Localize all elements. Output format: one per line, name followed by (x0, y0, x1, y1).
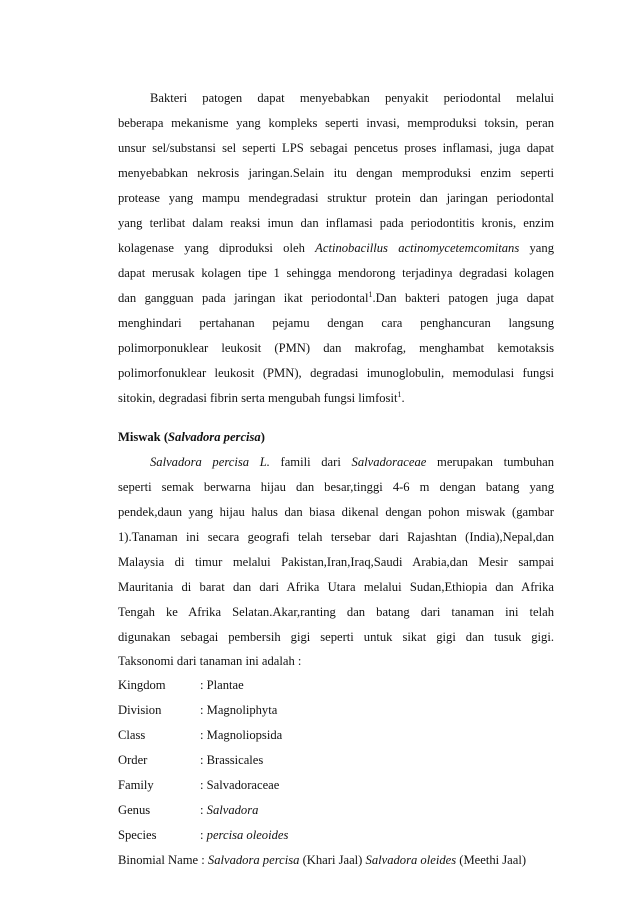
family-name: Salvadoraceae (351, 455, 427, 469)
line-9-text: dan gangguan pada jaringan ikat periodontal (118, 291, 369, 305)
line-13-end: . (401, 391, 405, 405)
heading-close: ) (260, 430, 265, 444)
paragraph-2-line-7: Tengah ke Afrika Selatan.Akar,ranting dan batang dari tanaman ini telah (118, 605, 554, 619)
citation-2: 1 (397, 389, 402, 399)
binomial-name (118, 852, 554, 868)
taxonomy-value: : Magnoliphyta (200, 703, 278, 717)
paragraph-1-line-11: polimorponuklear leukosit (PMN) dan makrofag, menghambat kemotaksis (118, 341, 554, 355)
paragraph-2-line-6: Mauritania di barat dan dari Afrika Utara melalui Sudan,Ethiopia dan Afrika (118, 580, 554, 594)
binomial-common-1: (Khari Jaal) (299, 853, 366, 867)
paragraph-1-line-10: menghindari pertahanan pejamu dengan cara penghancuran langsung (118, 316, 554, 330)
species-epithet: percisa oleoides (206, 828, 289, 842)
taxonomy-colon: : (200, 828, 207, 842)
taxonomy-value: : Brassicales (200, 753, 264, 767)
paragraph-2-line-4: 1).Tanaman ini secara geografi telah tersebar dari Rajashtan (India),Nepal,dan (118, 530, 554, 544)
paragraph-2-line-3: pendek,daun yang hijau halus dan biasa dikenal dengan pohon miswak (gambar (118, 505, 554, 519)
binomial-label: Binomial Name : (118, 853, 208, 867)
line-7-text: kolagenase yang diproduksi oleh (118, 241, 316, 255)
line-9-end: .Dan bakteri patogen juga dapat (372, 291, 554, 305)
taxonomy-value (200, 827, 288, 843)
line-end: merupakan tumbuhan (426, 455, 554, 469)
line-7-end: yang (519, 241, 554, 255)
binomial-species-2: Salvadora oleides (365, 853, 457, 867)
taxonomy-label: Division (118, 703, 162, 717)
paragraph-1-line-5: protease yang mampu mendegradasi struktur protein dan jaringan periodontal (118, 191, 554, 205)
section-heading (118, 429, 554, 445)
taxonomy-label: Class (118, 728, 146, 742)
heading-species: Salvadora percisa (168, 430, 261, 444)
taxonomy-colon: : (200, 803, 207, 817)
binomial-species-1: Salvadora percisa (207, 853, 300, 867)
paragraph-2-line-8: digunakan sebagai pembersih gigi seperti untuk sikat gigi dan tusuk gigi. (118, 630, 554, 644)
taxonomy-value (200, 802, 258, 818)
taxonomy-label: Kingdom (118, 678, 166, 692)
paragraph-1-line-4: menyebabkan nekrosis jaringan.Selain itu dengan memproduksi enzim seperti (118, 166, 554, 180)
species-name: Salvadora percisa L. (150, 455, 270, 469)
taxonomy-value: : Salvadoraceae (200, 778, 280, 792)
bacteria-name: Actinobacillus actinomycetemcomitans (315, 241, 520, 255)
citation-1: 1 (368, 289, 373, 299)
paragraph-1-line-6: yang terlibat dalam reaksi imun dan inflamasi pada periodontitis kronis, enzim (118, 216, 554, 230)
paragraph-1-line-9 (118, 290, 554, 306)
heading-text: Miswak ( (118, 430, 169, 444)
line-text: famili dari (269, 455, 352, 469)
paragraph-1-line-1: Bakteri patogen dapat menyebabkan penyakit periodontal melalui (150, 91, 554, 105)
taxonomy-label: Order (118, 753, 148, 767)
binomial-common-2: (Meethi Jaal) (456, 853, 527, 867)
genus-name: Salvadora (206, 803, 259, 817)
paragraph-1-line-12: polimorfonuklear leukosit (PMN), degradasi imunoglobulin, memodulasi fungsi (118, 366, 554, 380)
taxonomy-value: : Magnoliopsida (200, 728, 283, 742)
paragraph-1-line-8: dapat merusak kolagen tipe 1 sehingga mendorong terjadinya degradasi kolagen (118, 266, 554, 280)
paragraph-2-line-5: Malaysia di timur melalui Pakistan,Iran,Iraq,Saudi Arabia,dan Mesir sampai (118, 555, 554, 569)
taxonomy-label: Family (118, 778, 154, 792)
paragraph-1-line-7 (118, 240, 554, 256)
line-13-text: sitokin, degradasi fibrin serta mengubah fungsi limfosit (118, 391, 398, 405)
taxonomy-label: Genus (118, 803, 151, 817)
taxonomy-intro: Taksonomi dari tanaman ini adalah : (118, 654, 302, 668)
taxonomy-label: Species (118, 828, 157, 842)
paragraph-2-line-2: seperti semak berwarna hijau dan besar,tinggi 4-6 m dengan batang yang (118, 480, 554, 494)
paragraph-1-line-13 (118, 390, 554, 406)
paragraph-1-line-2: beberapa mekanisme yang kompleks seperti invasi, memproduksi toksin, peran (118, 116, 554, 130)
taxonomy-value: : Plantae (200, 678, 244, 692)
paragraph-2-line-1 (150, 454, 554, 470)
paragraph-1-line-3: unsur sel/substansi sel seperti LPS sebagai pencetus proses inflamasi, juga dapat (118, 141, 554, 155)
